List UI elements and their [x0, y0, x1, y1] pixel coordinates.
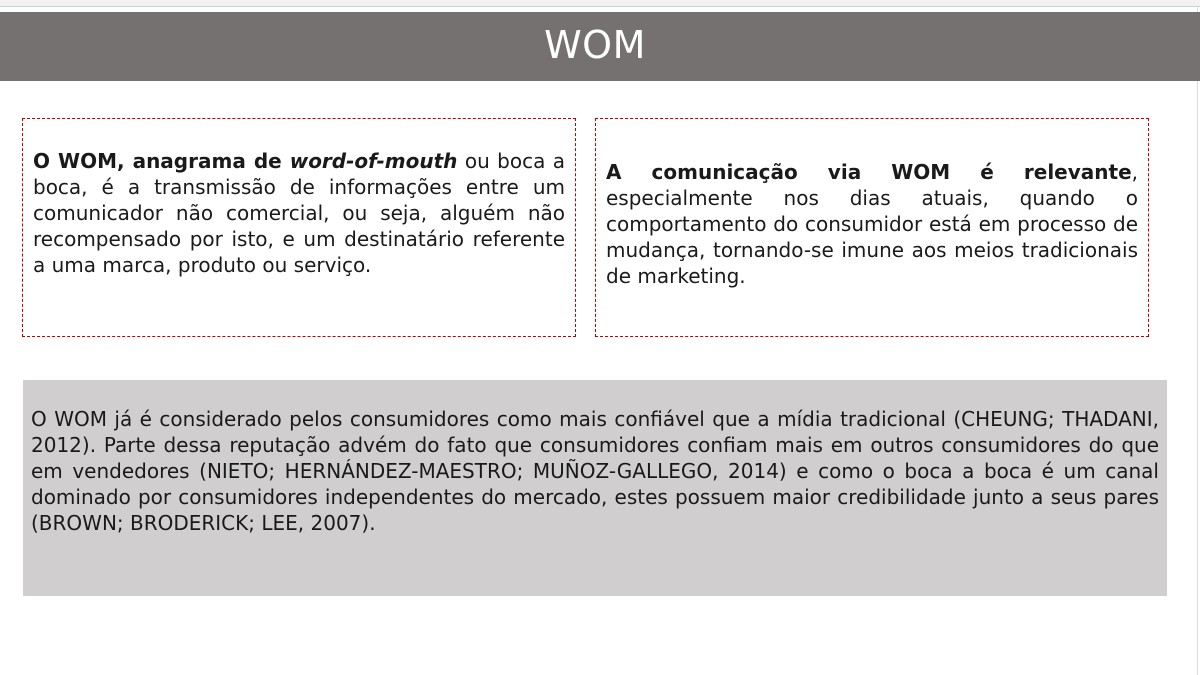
credibility-box — [23, 380, 1167, 596]
relevance-bold-lead: A comunicação via WOM é relevante — [606, 160, 1132, 184]
definition-bold-lead: O WOM, anagrama de — [33, 149, 290, 173]
slide-title: WOM — [544, 23, 646, 67]
definition-italic-term: word-of-mouth — [289, 149, 458, 173]
relevance-rest: , especialmente nos dias atuais, quando o comportamento do consumidor está em processo de mudança, tornando-se imune aos meios tradicionais de marketing. — [606, 160, 1138, 288]
top-border — [0, 0, 1200, 7]
relevance-text — [606, 159, 1138, 289]
relevance-box — [595, 118, 1149, 337]
right-edge — [1197, 6, 1198, 675]
title-bar — [0, 12, 1200, 81]
credibility-text: O WOM já é considerado pelos consumidores como mais confiável que a mídia tradicional (CHEUNG; THADANI, 2012). Parte dessa reputação advém do fato que consumidores confiam mais em outros consumidores do que em vendedores (NIETO; HERNÁNDEZ-MAESTRO; MUÑOZ-GALLEGO, 2014) e como o boca a boca é um canal dominado por consumidores independentes do mercado, estes possuem maior credibilidade junto a seus pares (BROWN; BRODERICK; LEE, 2007). — [31, 407, 1159, 535]
definition-box — [22, 118, 576, 337]
definition-rest: ou boca a boca, é a transmissão de informações entre um comunicador não comercial, ou seja, alguém não recompensado por isto, e um destinatário referente a uma marca, produto ou serviço. — [33, 149, 565, 277]
definition-text — [33, 148, 565, 278]
